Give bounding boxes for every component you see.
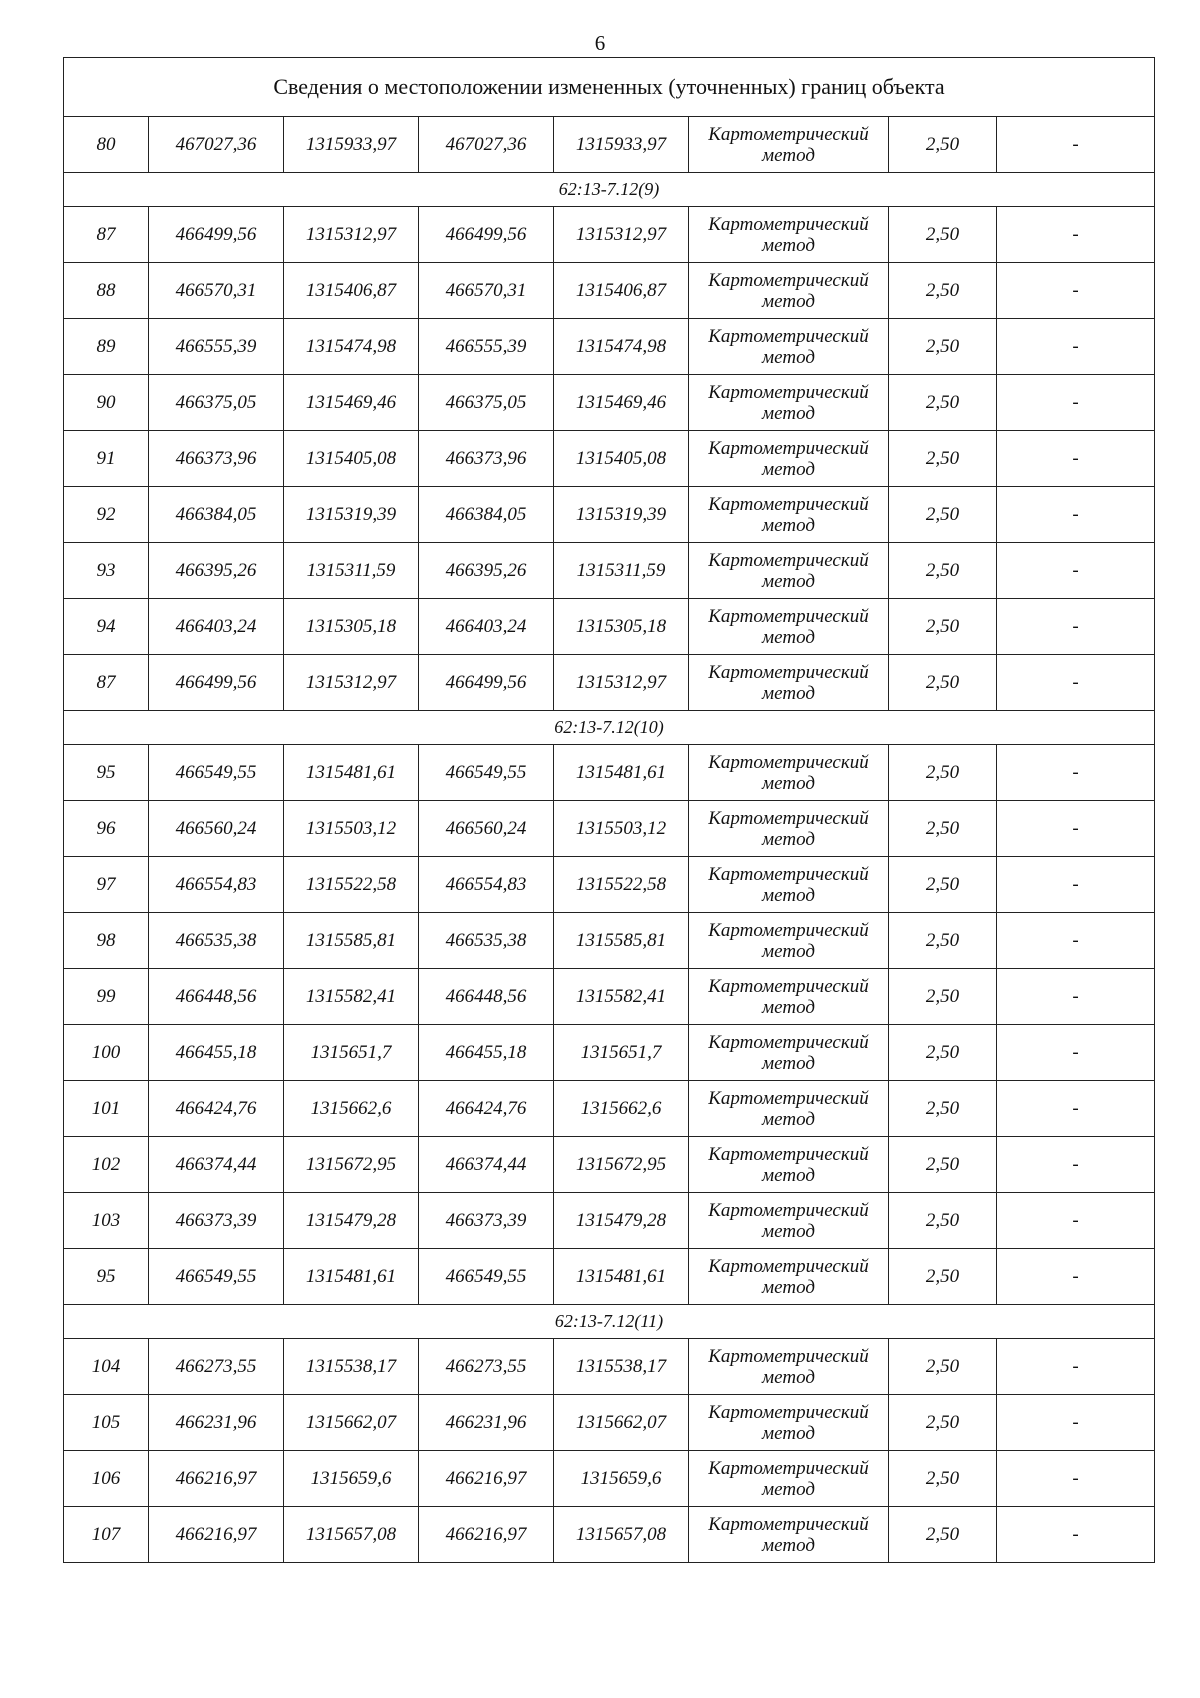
point-number-cell: 99 [64, 969, 149, 1025]
method-cell [689, 1081, 889, 1137]
x-existing-cell: 466554,83 [149, 857, 284, 913]
section-label: 62:13-7.12(9) [64, 173, 1155, 207]
note-cell: - [997, 117, 1155, 173]
y-refined-cell: 1315582,41 [554, 969, 689, 1025]
x-existing-cell: 466273,55 [149, 1339, 284, 1395]
accuracy-cell: 2,50 [889, 1025, 997, 1081]
x-refined-cell: 466384,05 [419, 487, 554, 543]
x-existing-cell: 466499,56 [149, 207, 284, 263]
method-cell [689, 655, 889, 711]
x-existing-cell: 466216,97 [149, 1451, 284, 1507]
y-refined-cell: 1315662,07 [554, 1395, 689, 1451]
method-cell [689, 969, 889, 1025]
method-line-2: метод [762, 1220, 815, 1242]
table-row [64, 1507, 1155, 1563]
table-row [64, 543, 1155, 599]
method-line-1: Картометрический [708, 975, 869, 997]
y-existing-cell: 1315522,58 [284, 857, 419, 913]
point-number-cell: 101 [64, 1081, 149, 1137]
method-line-2: метод [762, 1422, 815, 1444]
accuracy-cell: 2,50 [889, 1395, 997, 1451]
point-number-cell: 104 [64, 1339, 149, 1395]
point-number-cell: 102 [64, 1137, 149, 1193]
x-existing-cell: 466374,44 [149, 1137, 284, 1193]
method-line-2: метод [762, 290, 815, 312]
x-refined-cell: 466231,96 [419, 1395, 554, 1451]
method-line-1: Картометрический [708, 269, 869, 291]
x-existing-cell: 466560,24 [149, 801, 284, 857]
x-existing-cell: 466403,24 [149, 599, 284, 655]
note-cell: - [997, 1451, 1155, 1507]
note-cell: - [997, 487, 1155, 543]
note-cell: - [997, 655, 1155, 711]
table-row [64, 1025, 1155, 1081]
note-cell: - [997, 1081, 1155, 1137]
y-refined-cell: 1315481,61 [554, 745, 689, 801]
y-existing-cell: 1315672,95 [284, 1137, 419, 1193]
x-existing-cell: 466555,39 [149, 319, 284, 375]
note-cell: - [997, 263, 1155, 319]
x-refined-cell: 466373,96 [419, 431, 554, 487]
y-refined-cell: 1315657,08 [554, 1507, 689, 1563]
x-refined-cell: 466554,83 [419, 857, 554, 913]
method-line-1: Картометрический [708, 381, 869, 403]
table-row [64, 1249, 1155, 1305]
method-cell [689, 431, 889, 487]
accuracy-cell: 2,50 [889, 801, 997, 857]
method-line-1: Картометрический [708, 213, 869, 235]
x-existing-cell: 466570,31 [149, 263, 284, 319]
method-cell [689, 263, 889, 319]
accuracy-cell: 2,50 [889, 599, 997, 655]
point-number-cell: 95 [64, 745, 149, 801]
method-cell [689, 745, 889, 801]
method-cell [689, 487, 889, 543]
accuracy-cell: 2,50 [889, 1193, 997, 1249]
table-row [64, 801, 1155, 857]
method-line-2: метод [762, 1108, 815, 1130]
table-row [64, 207, 1155, 263]
y-refined-cell: 1315479,28 [554, 1193, 689, 1249]
note-cell: - [997, 599, 1155, 655]
method-line-2: метод [762, 1164, 815, 1186]
y-existing-cell: 1315481,61 [284, 745, 419, 801]
note-cell: - [997, 375, 1155, 431]
point-number-cell: 100 [64, 1025, 149, 1081]
accuracy-cell: 2,50 [889, 913, 997, 969]
accuracy-cell: 2,50 [889, 375, 997, 431]
note-cell: - [997, 857, 1155, 913]
y-existing-cell: 1315319,39 [284, 487, 419, 543]
y-refined-cell: 1315305,18 [554, 599, 689, 655]
method-line-2: метод [762, 144, 815, 166]
method-line-2: метод [762, 346, 815, 368]
y-refined-cell: 1315659,6 [554, 1451, 689, 1507]
point-number-cell: 80 [64, 117, 149, 173]
x-refined-cell: 466499,56 [419, 655, 554, 711]
method-line-2: метод [762, 1366, 815, 1388]
point-number-cell: 87 [64, 207, 149, 263]
x-existing-cell: 466384,05 [149, 487, 284, 543]
y-refined-cell: 1315312,97 [554, 655, 689, 711]
y-existing-cell: 1315479,28 [284, 1193, 419, 1249]
method-cell [689, 1193, 889, 1249]
note-cell: - [997, 207, 1155, 263]
x-refined-cell: 466216,97 [419, 1507, 554, 1563]
x-refined-cell: 466273,55 [419, 1339, 554, 1395]
note-cell: - [997, 543, 1155, 599]
y-refined-cell: 1315662,6 [554, 1081, 689, 1137]
point-number-cell: 96 [64, 801, 149, 857]
x-existing-cell: 466499,56 [149, 655, 284, 711]
method-cell [689, 1249, 889, 1305]
table-row [64, 431, 1155, 487]
y-refined-cell: 1315469,46 [554, 375, 689, 431]
y-existing-cell: 1315662,6 [284, 1081, 419, 1137]
note-cell: - [997, 1507, 1155, 1563]
table-row [64, 913, 1155, 969]
accuracy-cell: 2,50 [889, 207, 997, 263]
point-number-cell: 107 [64, 1507, 149, 1563]
y-existing-cell: 1315582,41 [284, 969, 419, 1025]
point-number-cell: 105 [64, 1395, 149, 1451]
method-line-1: Картометрический [708, 1199, 869, 1221]
table-row [64, 117, 1155, 173]
note-cell: - [997, 913, 1155, 969]
point-number-cell: 95 [64, 1249, 149, 1305]
method-cell [689, 913, 889, 969]
point-number-cell: 98 [64, 913, 149, 969]
boundary-coordinates-table [63, 57, 1155, 1563]
x-existing-cell: 466549,55 [149, 1249, 284, 1305]
y-existing-cell: 1315659,6 [284, 1451, 419, 1507]
y-refined-cell: 1315503,12 [554, 801, 689, 857]
x-refined-cell: 466535,38 [419, 913, 554, 969]
table-row [64, 599, 1155, 655]
x-existing-cell: 466216,97 [149, 1507, 284, 1563]
x-refined-cell: 466549,55 [419, 745, 554, 801]
method-line-1: Картометрический [708, 123, 869, 145]
x-existing-cell: 466373,39 [149, 1193, 284, 1249]
x-refined-cell: 466374,44 [419, 1137, 554, 1193]
method-cell [689, 319, 889, 375]
method-line-2: метод [762, 1534, 815, 1556]
x-existing-cell: 466424,76 [149, 1081, 284, 1137]
y-existing-cell: 1315406,87 [284, 263, 419, 319]
y-refined-cell: 1315406,87 [554, 263, 689, 319]
point-number-cell: 87 [64, 655, 149, 711]
method-cell [689, 801, 889, 857]
method-cell [689, 1339, 889, 1395]
note-cell: - [997, 319, 1155, 375]
method-line-1: Картометрический [708, 549, 869, 571]
y-existing-cell: 1315312,97 [284, 655, 419, 711]
x-existing-cell: 466549,55 [149, 745, 284, 801]
method-cell [689, 1025, 889, 1081]
y-existing-cell: 1315933,97 [284, 117, 419, 173]
y-existing-cell: 1315503,12 [284, 801, 419, 857]
x-refined-cell: 466499,56 [419, 207, 554, 263]
table-row [64, 319, 1155, 375]
method-line-2: метод [762, 828, 815, 850]
method-line-1: Картометрический [708, 325, 869, 347]
x-existing-cell: 466455,18 [149, 1025, 284, 1081]
section-header-row [64, 1305, 1155, 1339]
x-refined-cell: 466373,39 [419, 1193, 554, 1249]
x-existing-cell: 466375,05 [149, 375, 284, 431]
method-cell [689, 1507, 889, 1563]
y-existing-cell: 1315305,18 [284, 599, 419, 655]
method-cell [689, 1451, 889, 1507]
y-existing-cell: 1315469,46 [284, 375, 419, 431]
point-number-cell: 94 [64, 599, 149, 655]
table-title: Сведения о местоположении измененных (уточненных) границ объекта [64, 58, 1155, 117]
x-existing-cell: 466535,38 [149, 913, 284, 969]
point-number-cell: 106 [64, 1451, 149, 1507]
table-row [64, 1451, 1155, 1507]
y-refined-cell: 1315672,95 [554, 1137, 689, 1193]
note-cell: - [997, 1249, 1155, 1305]
note-cell: - [997, 1395, 1155, 1451]
y-existing-cell: 1315405,08 [284, 431, 419, 487]
y-refined-cell: 1315311,59 [554, 543, 689, 599]
method-line-2: метод [762, 1052, 815, 1074]
point-number-cell: 89 [64, 319, 149, 375]
y-existing-cell: 1315662,07 [284, 1395, 419, 1451]
table-row [64, 745, 1155, 801]
y-existing-cell: 1315657,08 [284, 1507, 419, 1563]
y-refined-cell: 1315405,08 [554, 431, 689, 487]
method-line-2: метод [762, 772, 815, 794]
y-refined-cell: 1315474,98 [554, 319, 689, 375]
accuracy-cell: 2,50 [889, 431, 997, 487]
y-existing-cell: 1315312,97 [284, 207, 419, 263]
y-existing-cell: 1315585,81 [284, 913, 419, 969]
method-line-1: Картометрический [708, 1401, 869, 1423]
x-existing-cell: 466395,26 [149, 543, 284, 599]
method-line-1: Картометрический [708, 1031, 869, 1053]
x-refined-cell: 466555,39 [419, 319, 554, 375]
x-refined-cell: 466375,05 [419, 375, 554, 431]
section-header-row [64, 173, 1155, 207]
method-line-1: Картометрический [708, 807, 869, 829]
table-row [64, 1395, 1155, 1451]
table-row [64, 487, 1155, 543]
y-refined-cell: 1315312,97 [554, 207, 689, 263]
accuracy-cell: 2,50 [889, 1081, 997, 1137]
x-existing-cell: 466448,56 [149, 969, 284, 1025]
x-refined-cell: 466216,97 [419, 1451, 554, 1507]
point-number-cell: 91 [64, 431, 149, 487]
method-line-1: Картометрический [708, 1143, 869, 1165]
method-line-2: метод [762, 996, 815, 1018]
x-refined-cell: 466570,31 [419, 263, 554, 319]
y-existing-cell: 1315311,59 [284, 543, 419, 599]
x-refined-cell: 466549,55 [419, 1249, 554, 1305]
method-line-1: Картометрический [708, 661, 869, 683]
x-refined-cell: 466560,24 [419, 801, 554, 857]
table-row [64, 1339, 1155, 1395]
x-existing-cell: 466231,96 [149, 1395, 284, 1451]
y-refined-cell: 1315585,81 [554, 913, 689, 969]
method-cell [689, 375, 889, 431]
note-cell: - [997, 1193, 1155, 1249]
accuracy-cell: 2,50 [889, 117, 997, 173]
x-existing-cell: 467027,36 [149, 117, 284, 173]
y-refined-cell: 1315933,97 [554, 117, 689, 173]
method-line-2: метод [762, 1478, 815, 1500]
point-number-cell: 97 [64, 857, 149, 913]
method-line-1: Картометрический [708, 1513, 869, 1535]
x-refined-cell: 466455,18 [419, 1025, 554, 1081]
y-existing-cell: 1315481,61 [284, 1249, 419, 1305]
table-row [64, 263, 1155, 319]
method-line-2: метод [762, 234, 815, 256]
accuracy-cell: 2,50 [889, 1249, 997, 1305]
accuracy-cell: 2,50 [889, 1339, 997, 1395]
y-existing-cell: 1315538,17 [284, 1339, 419, 1395]
table-row [64, 655, 1155, 711]
method-cell [689, 543, 889, 599]
x-existing-cell: 466373,96 [149, 431, 284, 487]
note-cell: - [997, 801, 1155, 857]
method-line-2: метод [762, 402, 815, 424]
point-number-cell: 93 [64, 543, 149, 599]
accuracy-cell: 2,50 [889, 1451, 997, 1507]
page-number: 6 [594, 31, 606, 55]
accuracy-cell: 2,50 [889, 543, 997, 599]
table-row [64, 1137, 1155, 1193]
x-refined-cell: 466395,26 [419, 543, 554, 599]
method-line-2: метод [762, 570, 815, 592]
accuracy-cell: 2,50 [889, 319, 997, 375]
accuracy-cell: 2,50 [889, 745, 997, 801]
note-cell: - [997, 431, 1155, 487]
note-cell: - [997, 969, 1155, 1025]
method-cell [689, 117, 889, 173]
accuracy-cell: 2,50 [889, 857, 997, 913]
y-refined-cell: 1315319,39 [554, 487, 689, 543]
accuracy-cell: 2,50 [889, 1137, 997, 1193]
note-cell: - [997, 1339, 1155, 1395]
method-line-1: Картометрический [708, 493, 869, 515]
method-cell [689, 1137, 889, 1193]
method-line-1: Картометрический [708, 919, 869, 941]
accuracy-cell: 2,50 [889, 487, 997, 543]
method-cell [689, 1395, 889, 1451]
accuracy-cell: 2,50 [889, 969, 997, 1025]
y-existing-cell: 1315651,7 [284, 1025, 419, 1081]
table-row [64, 375, 1155, 431]
method-line-2: метод [762, 514, 815, 536]
section-label: 62:13-7.12(11) [64, 1305, 1155, 1339]
method-line-1: Картометрический [708, 863, 869, 885]
point-number-cell: 103 [64, 1193, 149, 1249]
x-refined-cell: 466448,56 [419, 969, 554, 1025]
point-number-cell: 90 [64, 375, 149, 431]
table-title-row [64, 58, 1155, 117]
method-cell [689, 207, 889, 263]
method-cell [689, 599, 889, 655]
accuracy-cell: 2,50 [889, 263, 997, 319]
method-line-2: метод [762, 1276, 815, 1298]
x-refined-cell: 466403,24 [419, 599, 554, 655]
method-line-2: метод [762, 458, 815, 480]
point-number-cell: 88 [64, 263, 149, 319]
table-row [64, 857, 1155, 913]
method-line-2: метод [762, 682, 815, 704]
y-refined-cell: 1315538,17 [554, 1339, 689, 1395]
note-cell: - [997, 1025, 1155, 1081]
y-existing-cell: 1315474,98 [284, 319, 419, 375]
note-cell: - [997, 1137, 1155, 1193]
method-line-2: метод [762, 884, 815, 906]
method-line-1: Картометрический [708, 605, 869, 627]
table-row [64, 969, 1155, 1025]
note-cell: - [997, 745, 1155, 801]
method-line-1: Картометрический [708, 437, 869, 459]
method-line-2: метод [762, 626, 815, 648]
table-row [64, 1081, 1155, 1137]
table-body [64, 58, 1155, 1563]
y-refined-cell: 1315522,58 [554, 857, 689, 913]
x-refined-cell: 467027,36 [419, 117, 554, 173]
method-line-1: Картометрический [708, 1457, 869, 1479]
section-header-row [64, 711, 1155, 745]
table-row [64, 1193, 1155, 1249]
x-refined-cell: 466424,76 [419, 1081, 554, 1137]
method-cell [689, 857, 889, 913]
method-line-1: Картометрический [708, 1255, 869, 1277]
point-number-cell: 92 [64, 487, 149, 543]
accuracy-cell: 2,50 [889, 1507, 997, 1563]
section-label: 62:13-7.12(10) [64, 711, 1155, 745]
y-refined-cell: 1315481,61 [554, 1249, 689, 1305]
y-refined-cell: 1315651,7 [554, 1025, 689, 1081]
method-line-1: Картометрический [708, 1087, 869, 1109]
method-line-1: Картометрический [708, 751, 869, 773]
accuracy-cell: 2,50 [889, 655, 997, 711]
method-line-1: Картометрический [708, 1345, 869, 1367]
method-line-2: метод [762, 940, 815, 962]
